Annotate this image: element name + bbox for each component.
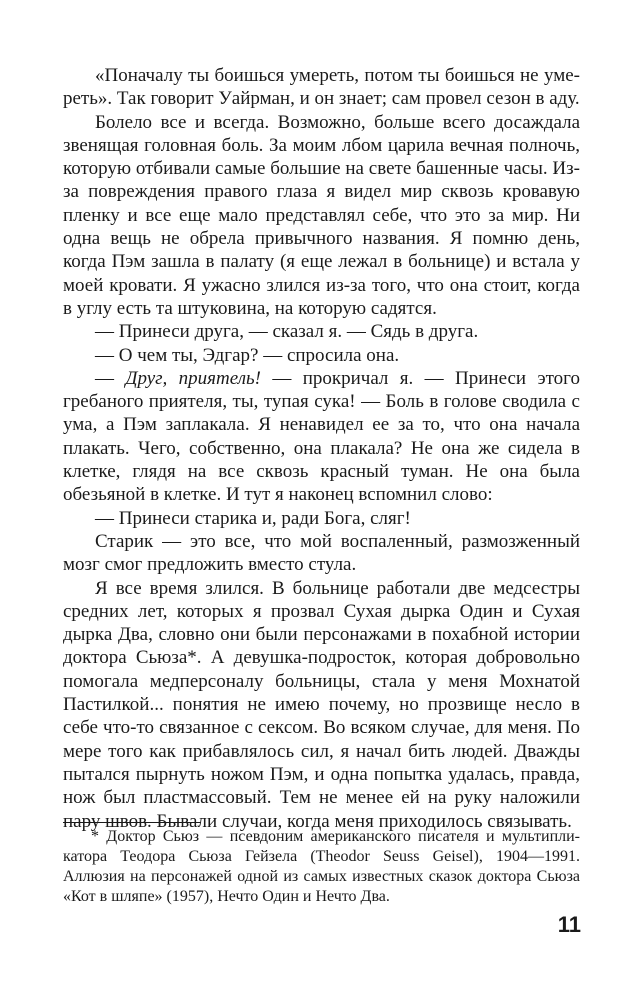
footnote: [63, 827, 580, 907]
dialogue-line: — Принеси друга, — сказал я. — Сядь в друга.: [95, 321, 479, 343]
book-page-body: [63, 64, 580, 833]
paragraph-old-man: Старик — это все, что мой воспаленный, размозженный мозг смог предложить вместо стула.: [63, 530, 580, 576]
page-number: 11: [557, 912, 581, 937]
paragraph-quote: «Поначалу ты боишься умереть, потом ты боишься не умереть». Так говорит Уайрман, и он знает; сам провел сезон в аду.: [63, 65, 580, 110]
paragraph-anger: Я все время злился. В больнице работали две медсестры средних лет, которых я прозвал Сухая дырка Один и Сухая дырка Два, словно они были персонажами в похабной истории доктора Сьюза*. А девушка-подросток, которая добровольно помогала медперсоналу больницы, стала у меня Мохнатой Пастилкой... понятия не имею почему, но прозвище несло в себе что-то связанное с сексом. Во всяком случае, для меня. По мере того как прибавлялось сил, я начал бить людей. Дважды пытался пырнуть ножом Пэм, и одна попытка удалась, правда, нож был пластмассовый. Тем не менее ей на руку наложили пару швов. Бывали случаи, когда меня приходилось связывать.: [63, 577, 580, 832]
paragraph-pain: Болело все и всегда. Возможно, больше всего досаждала звенящая головная боль. За моим лбом царила вечная полночь, которую отбивали самые большие на свете башенные часы. Из-за повреждения правого глаза я видел мир сквозь кровавую пленку и все еще мало представлял себе, что это за мир. Ни одна вещь не обрела привычного названия. Я помню день, когда Пэм зашла в палату (я еще лежал в больнице) и встала у моей кровати. Я ужасно злился из-за того, что она стоит, когда в углу есть та штуковина, на которую садятся.: [63, 111, 580, 319]
footnote-text: * Доктор Сьюз — псевдоним американского писателя и мультипликатора Теодора Сьюза Гейзела (Theodor Seuss Geisel), 1904—1991. Аллюзия на персонажей одной из самых известных сказок доктора Сьюза «Кот в шляпе» (1957), Нечто Один и Нечто Два.: [63, 828, 580, 905]
dialogue-line: — Принеси старика и, ради Бога, сляг!: [95, 507, 411, 529]
paragraph-shout: — Друг, приятель! — прокричал я. — Принеси этого гребаного приятеля, ты, тупая сука! — Боль в голове сводила с ума, а Пэм заплакала. Я ненавидел ее за то, что она начала плакать. Чего, собственно, она плакала? Не она же сидела в клетке, глядя на все сквозь красный туман. Не она была обезьяной в клетке. И тут я наконец вспомнил слово:: [63, 367, 580, 506]
shout-italic: Друг, приятель!: [125, 367, 261, 389]
footnote-divider: [63, 822, 201, 823]
shout-rest: — прокричал я. — Принеси этого гребаного приятеля, ты, тупая сука! — Боль в голове сводила с ума, а Пэм заплакала. Я ненавидел ее за то, что она начала плакать. Чего, собственно, она плакала? Не она же сидела в клетке, глядя на все сквозь красный туман. Не она была обезьяной в клетке. И тут я наконец вспомнил слово:: [63, 367, 580, 506]
dialogue-line: — О чем ты, Эдгар? — спросила она.: [95, 344, 400, 366]
